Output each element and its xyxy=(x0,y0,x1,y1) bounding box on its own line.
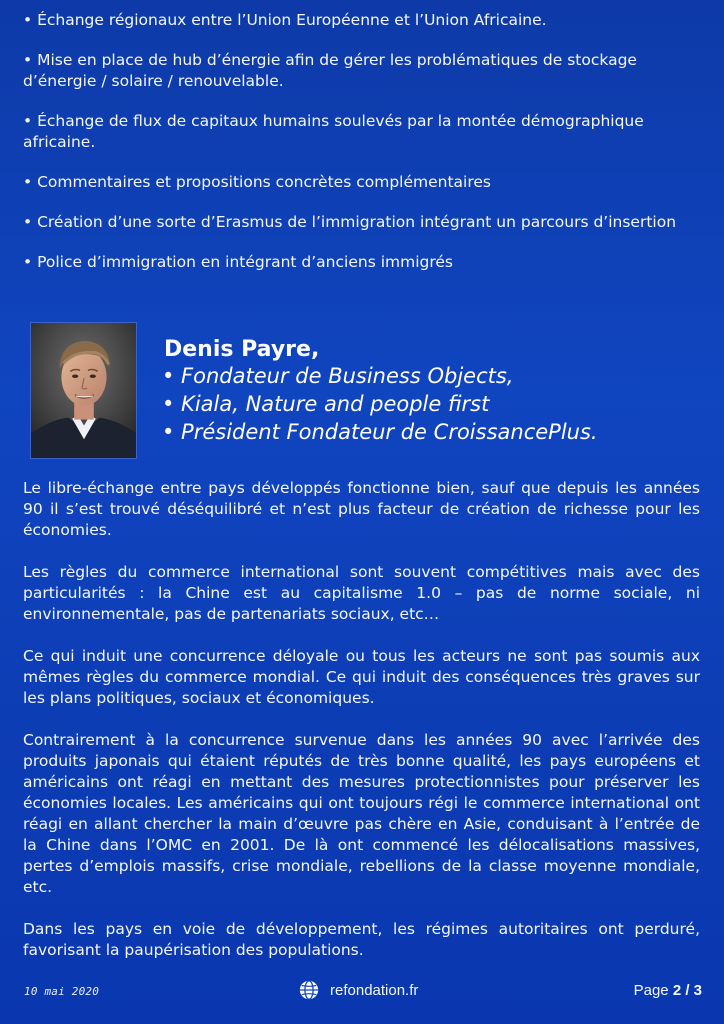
list-item: • Mise en place de hub d’énergie afin de gérer les problématiques de stockage d’énergie / solaire / renouvelable. xyxy=(23,51,637,90)
list-item: • Échange de flux de capitaux humains soulevés par la montée démographique africaine. xyxy=(23,112,644,151)
page-label: Page xyxy=(633,982,669,999)
list-item: • Commentaires et propositions concrètes complémentaires xyxy=(23,173,491,191)
speaker-photo-illustration xyxy=(31,323,136,458)
speaker-role: • Fondateur de Business Objects, xyxy=(162,364,514,388)
page-footer xyxy=(0,974,724,1024)
footer-date: 10 mai 2020 xyxy=(24,985,100,998)
paragraph: Contrairement à la concurrence survenue dans les années 90 avec l’arrivée des produits japonais qui étaient réputés de très bonne qualité, les pays européens et américains ont réagi en mettant des mesures protectionnistes pour préserver les économies locales. Les américains qui ont toujours régi le commerce international ont réagi en allant chercher la main d’œuvre pas chère en Asie, conduisant à l’entrée de la Chine dans l’OMC en 2001. De là ont commencé les délocalisations massives, pertes d’emplois massifs, crise mondiale, rebellions de la classe moyenne mondiale, etc. xyxy=(23,731,700,896)
paragraph: Dans les pays en voie de développement, les régimes autoritaires ont perduré, favorisant la paupérisation des populations. xyxy=(23,920,700,959)
speaker-name: Denis Payre, xyxy=(164,337,320,362)
footer-site[interactable] xyxy=(298,979,418,1001)
page-indicator xyxy=(634,982,702,999)
list-item: • Création d’une sorte d’Erasmus de l’immigration intégrant un parcours d’insertion xyxy=(23,213,677,231)
speaker-roles xyxy=(162,362,598,446)
list-item: • Police d’immigration en intégrant d’anciens immigrés xyxy=(23,253,453,271)
globe-icon xyxy=(298,979,320,1001)
paragraph: Ce qui induit une concurrence déloyale ou tous les acteurs ne sont pas soumis aux mêmes règles du commerce mondial. Ce qui induit des conséquences très graves sur les plans politiques, sociaux et économiques. xyxy=(23,647,700,707)
speaker-role: • Président Fondateur de CroissancePlus. xyxy=(162,420,598,444)
speaker-role: • Kiala, Nature and people first xyxy=(162,392,490,416)
article-body xyxy=(23,478,700,982)
footer-site-link[interactable]: refondation.fr xyxy=(330,981,419,999)
paragraph: Le libre-échange entre pays développés fonctionne bien, sauf que depuis les années 90 il s’est trouvé déséquilibré et n’est plus facteur de création de richesse pour les économies. xyxy=(23,479,700,539)
list-item: • Échange régionaux entre l’Union Européenne et l’Union Africaine. xyxy=(23,11,547,29)
speaker-photo xyxy=(30,322,137,459)
speaker-block xyxy=(30,322,680,462)
page-number: 2 / 3 xyxy=(672,982,702,999)
paragraph: Les règles du commerce international sont souvent compétitives mais avec des particularités : la Chine est au capitalisme 1.0 – pas de norme sociale, ni environnementale, pas de partenariats sociaux, etc… xyxy=(23,563,700,623)
proposal-list xyxy=(23,10,700,292)
